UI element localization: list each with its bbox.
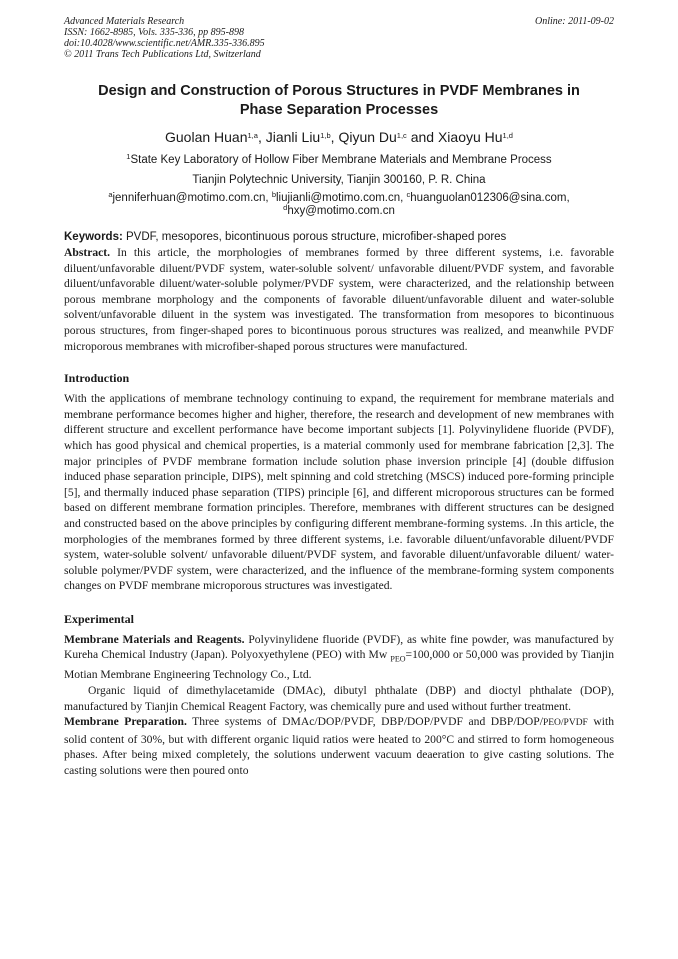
affiliation-address: Tianjin Polytechnic University, Tianjin 300160, P. R. China	[192, 174, 486, 186]
abstract-label: Abstract.	[64, 246, 111, 259]
author-affiliation-mark: 1,c	[396, 131, 407, 140]
preparation-label: Membrane Preparation.	[64, 715, 187, 729]
affiliation-mark: 1	[126, 152, 131, 161]
organic-liquid-paragraph: Organic liquid of dimethylacetamide (DMAc), dibutyl phthalate (DBP) and dioctyl phthalate (DOP), manufactured by Tianjin Chemical Reagent Factory, was chemically pure and used without further treatment.	[64, 683, 614, 713]
introduction-paragraph: With the applications of membrane technology continuing to expand, the requirement for membrane materials and membrane performance becomes higher and higher, therefore, the research and development of new membranes with different structure and excellent performance have become important subjects [1]. Polyvinylidene fluoride (PVDF), which has good physical and chemical properties, is a material commonly used for membrane fabrication [2,3]. The major principles of PVDF membrane formation include solution phase inversion principle [4] (double diffusion induced phase separation principle, DIPS), melt spinning and cold stretching (MSCS) induced pore-forming principle [5], and thermally induced phase separation (TIPS) principle [6], and different microporous structures can be formed based on different membrane formation principles. Therefore, membranes with different structures can be designed and constructed based on the above principles by configuring different membrane-forming systems. .In this article, the morphologies of the membranes formed by three different systems, i.e. favorable diluent/unfavorable diluent/PVDF system, water-soluble solvent/ unfavorable diluent/PVDF system, and favorable diluent/unfavorable diluent/ water-soluble polymer/PVDF system, were characterized, and the influence of the membrane-forming system components changes on PVDF membrane microporous structures was investigated.	[64, 392, 614, 593]
section-heading-introduction: Introduction	[64, 371, 130, 386]
author-separator: ,	[330, 129, 339, 145]
email-mark: c	[406, 190, 411, 199]
author-name: Qiyun Du	[338, 129, 397, 145]
journal-copyright: © 2011 Trans Tech Publications Ltd, Switzerland	[64, 49, 261, 60]
materials-text: =100,000 or 50,000 was provided by Tianjin Motian Membrane Engineering Technology Co., Ltd.	[64, 648, 615, 682]
abstract-paragraph	[64, 245, 614, 354]
email-address: jenniferhuan@motimo.com.cn,	[112, 192, 272, 204]
journal-name: Advanced Materials Research	[64, 16, 185, 27]
paper-page	[64, 16, 614, 779]
affiliation-line	[64, 152, 614, 168]
online-date: Online: 2011-09-02	[535, 16, 614, 27]
preparation-paragraph	[64, 714, 614, 778]
paper-title-line: Design and Construction of Porous Structures in PVDF Membranes in	[98, 83, 580, 99]
author-list	[64, 128, 614, 147]
email-mark: b	[271, 190, 276, 199]
email-list	[64, 192, 614, 218]
abstract-text: In this article, the morphologies of membranes formed by three different systems, i.e. favorable diluent/unfavorable diluent/PVDF system, water-soluble solvent/ unfavorable diluent/PVDF system, and favorable diluent/unfavorable diluent/water-soluble polymer/PVDF system, were characterized, and the relationship between porous membrane morphology and the components of favorable diluent/unfavorable diluent and water-soluble solvent/unfavorable diluent in the system was investigated. The transformation from mesopores to bicontinuous porous structures, from finger-shaped pores to bicontinuous porous structures was realized, and meanwhile PVDF microporous membranes with microfiber-shaped porous structures were manufactured.	[64, 246, 614, 353]
preparation-system-small: PEO/PVDF	[542, 718, 588, 729]
email-mark: a	[108, 190, 113, 199]
author-affiliation-mark: 1,a	[247, 131, 258, 140]
materials-label: Membrane Materials and Reagents.	[64, 632, 245, 646]
author-name: Xiaoyu Hu	[437, 129, 503, 145]
email-address: liujianli@motimo.com.cn,	[275, 192, 407, 204]
paper-title-line: Phase Separation Processes	[239, 102, 439, 118]
keywords-text: PVDF, mesopores, bicontinuous porous structure, microfiber-shaped pores	[122, 231, 507, 243]
paper-title	[64, 82, 614, 120]
email-mark: d	[283, 203, 288, 212]
author-affiliation-mark: 1,b	[320, 131, 331, 140]
author-name: Jianli Liu	[265, 129, 321, 145]
author-affiliation-mark: 1,d	[502, 131, 513, 140]
materials-text: Polyvinylidene fluoride (PVDF), as white fine powder, was manufactured by Kureha Chemical Industry (Japan). Polyoxyethylene (PEO) with Mw	[64, 632, 614, 662]
author-separator: ,	[257, 129, 266, 145]
email-address: huanguolan012306@sina.com,	[410, 192, 570, 204]
keywords	[64, 230, 614, 245]
journal-header	[64, 16, 614, 60]
materials-paragraph	[64, 632, 614, 683]
journal-doi: doi:10.4028/www.scientific.net/AMR.335-336.895	[64, 38, 265, 49]
preparation-text: with solid content of 30%, but with different organic liquid ratios were heated to 200°C and stirred to form homogeneous phases. After being mixed completely, the solutions underwent vacuum deaeration to give casting solutions. The casting solutions were then poured onto	[64, 715, 614, 777]
mw-subscript: PEO	[390, 654, 406, 664]
author-separator: and	[406, 129, 438, 145]
email-address: hxy@motimo.com.cn	[287, 205, 395, 217]
journal-issn: ISSN: 1662-8985, Vols. 335-336, pp 895-898	[64, 27, 244, 38]
affiliation-name: State Key Laboratory of Hollow Fiber Membrane Materials and Membrane Process	[130, 154, 552, 166]
section-heading-experimental: Experimental	[64, 611, 134, 626]
preparation-text: Three systems of DMAc/DOP/PVDF, DBP/DOP/PVDF and DBP/DOP/	[186, 715, 543, 729]
author-name: Guolan Huan	[165, 129, 248, 145]
keywords-label: Keywords:	[64, 231, 123, 243]
